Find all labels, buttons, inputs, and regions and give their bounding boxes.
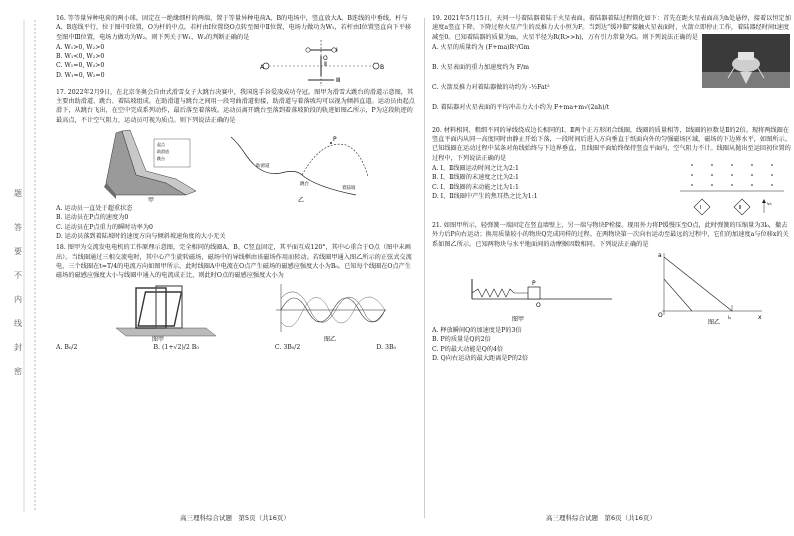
svg-text:O: O	[536, 301, 541, 309]
charges-diagram	[246, 38, 396, 88]
v0-label: v₀	[767, 202, 772, 208]
question-20	[432, 126, 792, 219]
binding-char: 答	[14, 223, 22, 232]
option-c: C. 3B₀/2	[274, 344, 301, 352]
question-18-options	[56, 343, 396, 352]
svg-text:A: A	[260, 63, 265, 71]
binding-char: 要	[14, 247, 22, 256]
svg-text:P: P	[532, 279, 536, 287]
spring-diagram	[432, 249, 792, 325]
option-b: B. Ⅰ、Ⅱ线圈的末速度之比为2:1	[432, 174, 519, 182]
coil-2-label: Ⅱ	[739, 205, 742, 212]
fig-jia-label: 甲	[148, 197, 155, 204]
coil-field-diagram	[672, 159, 790, 219]
binding-char: 封	[14, 343, 22, 352]
question-21	[432, 221, 792, 363]
option-a: A. Ⅰ、Ⅱ线圈运动时间之比为2:1	[432, 165, 519, 173]
option-c: C. 火箭反推力对着陆器做的功约为 -½Fat²	[432, 83, 550, 91]
question-19-options	[432, 43, 692, 123]
svg-text:Ⅰ: Ⅰ	[336, 46, 338, 54]
spring-figures	[432, 249, 792, 325]
option-d: D. Ⅰ、Ⅱ线圈中产生的焦耳热之比为1:1	[432, 192, 538, 200]
fig-jia-label: 图甲	[152, 336, 165, 343]
three-phase-figures	[56, 280, 416, 342]
label-zhelu: 着陆坡	[342, 186, 356, 192]
option-b: B. 运动员在P点的速度为0	[56, 214, 129, 222]
page-footer-right: 高三理科综合试题 第6页（共16页）	[546, 514, 656, 522]
question-18-stem: 18. 图甲为交流发电电机的工作原理示意图，完全相同的线圈A、B、C竖直固定，其平面互成120°，其中心重合于O点（图中未画出）。当线圈通过三相交流电时，其中心产生旋转磁场，磁场中的导线框由该磁场作用而转动。若线圈甲通入图乙所示的正弦式交流电，三个线圈在t=T/4的电流方向如图甲所示，此时线圈A中电流在O点产生磁场的磁感应强度大小为B₀。已知每个线圈在O点产生磁场的磁感应强度大小与线圈中通入的电流成正比，则此时O点的磁感应强度大小为	[56, 244, 412, 280]
question-19	[432, 14, 792, 124]
option-d: D. W₁=0, W₂=0	[56, 71, 105, 79]
svg-text:l₀: l₀	[728, 315, 732, 321]
option-d: D. 着陆器对火星表面的平均冲击力大小约为 F+ma+m√(2ah)/t	[432, 103, 610, 111]
question-17-stem: 17. 2022年2月9日，在北京冬奥会自由式滑雪女子大跳台决赛中，我国选手谷爱凌成功夺冠。图甲为滑雪大跳台的滑道示意图，其主要由助滑道、跳台、着陆坡组成。在助滑道与跳台之间用一段弯曲滑道衔接，助滑道与着落坡均可以视为倾斜直道。运动员由起点滑下，从跳台飞出，在空中完成系列动作，最后落至着落坡。运动员离开跳台至落到着落坡阶段的轨迹如图乙所示，P为这段轨迹的最高点，不计空气阻力，运动员可视为质点。则下列说法正确的是	[56, 88, 415, 124]
label-tiaotai: 跳台	[300, 182, 309, 188]
question-20-stem: 20. 材料相同、粗细不同的导线绕成边长相同的Ⅰ、Ⅱ两个正方形闭合线圈，线圈的质量相等，Ⅰ线圈的匝数是Ⅱ的2倍。现将两线圈在竖直平面内从同一高度同时由静止开始下落，一段时间后进入方向垂直于纸面向外的匀强磁场区域，磁场的下边界水平，如图所示。已知线圈在运动过程中某条对角线始终与下边界垂直，且线圈平面始终保持竖直平面内，空气阻力不计。线圈从抛出至运回初位置的过程中，下列说法正确的是	[432, 126, 791, 162]
binding-char: 线	[14, 319, 22, 328]
question-17-options	[56, 204, 416, 241]
option-d: D. 运动员落到着陆坡时的速度方向与倾斜坡速角度的大小无关	[56, 232, 226, 240]
svg-text:B: B	[380, 63, 385, 71]
question-16-options	[56, 43, 196, 80]
question-16	[56, 14, 416, 86]
legend-start: 起点	[157, 142, 165, 148]
label-zhuhua: 助滑道	[256, 164, 270, 170]
option-c: C. P的最大动能是Q的4倍	[432, 345, 504, 353]
left-column	[56, 12, 416, 354]
option-b: B. (1+√2)/2 B₀	[153, 344, 199, 352]
right-column	[432, 12, 792, 364]
svg-text:a: a	[658, 251, 662, 259]
column-divider	[424, 18, 425, 518]
page-footer-left: 高三理科综合试题 第5页（共16页）	[180, 514, 290, 522]
question-16-stem: 16. 等等量异种电荷的两小球，固定在一绝缘细杆的两端，置于等量异种电荷A、B的电场中，竖直放大A、B连线的中垂线，杆与A、B连线平行，位于图中Ⅰ位置，O为杆的中点。若杆由Ⅰ位置绕O点转至图中Ⅱ位置，电场力做功为W₁，若杆由Ⅰ位置竖直向下平移至图中Ⅲ位置，电场力做功为W₂。则下列关于W₁、W₂的判断正确的是	[56, 15, 412, 41]
option-a: A. 火星的质量约为 (F+ma)R²/Gm	[432, 43, 530, 51]
svg-text:x: x	[758, 313, 762, 321]
fig-yi-label: 图乙	[324, 336, 337, 343]
option-c: C. 运动员在P点重力的瞬时功率为0	[56, 223, 153, 231]
lander-photo	[702, 34, 790, 88]
question-18	[56, 243, 416, 352]
legend-zhuhua: 助滑道	[157, 149, 169, 155]
option-a: A. 释放瞬间Q的加速度是P的3倍	[432, 326, 522, 334]
option-c: C. W₁=0, W₂>0	[56, 62, 105, 70]
legend-tiaotai: 跳台	[157, 156, 165, 162]
coil-1-label: Ⅰ	[700, 205, 702, 212]
binding-char: 内	[14, 295, 22, 304]
svg-text:Ⅲ: Ⅲ	[336, 76, 341, 84]
option-a: A. 运动员一直处于超重状态	[56, 205, 133, 213]
question-17	[56, 88, 416, 241]
svg-text:O: O	[658, 311, 663, 319]
option-d: D. Q向右运动的最大距离是P的2倍	[432, 354, 529, 362]
option-b: B. 火星表面的重力加速度约为 F/m	[432, 63, 529, 71]
ski-jump-diagram	[56, 125, 416, 203]
question-21-options	[432, 326, 792, 363]
ski-jump-figures	[56, 125, 416, 203]
option-c: C. Ⅰ、Ⅱ线圈的末动能之比为1:1	[432, 183, 519, 191]
option-b: B. P的质量是Q的2倍	[432, 336, 491, 344]
binding-char: 不	[14, 271, 22, 280]
fig-yi-label: 图乙	[708, 318, 721, 325]
option-a: A. B₀/2	[56, 344, 78, 352]
option-b: B. W₁<0, W₂>0	[56, 53, 105, 61]
svg-text:Ⅱ: Ⅱ	[324, 60, 327, 68]
option-a: A. W₁>0, W₂>0	[56, 43, 105, 51]
binding-strip	[0, 0, 46, 532]
question-19-stem: 19. 2021年5月15日，天问一号着陆器着陆于火星表面。着陆器着陆过程简化如下：首先在距火星表面高为h处悬停，接着以恒定加速度a竖直下降，下降过程火星产生的反推力大小恒为F。当到达“缓冲脚”接触火星表面时，火箭立即停止工作，着陆器经时间t速度减至0。已知着陆器的质量为m，火星半径为R(R>>h)，万有引力常量为G。则下列说法正确的是	[432, 15, 791, 41]
svg-text:O: O	[323, 54, 328, 62]
question-20-options	[432, 164, 652, 201]
binding-line	[0, 0, 46, 532]
label-P: P	[333, 136, 337, 144]
fig-jia-label: 图甲	[512, 315, 525, 323]
option-d: D. 3B₀	[376, 344, 396, 352]
three-phase-diagram	[56, 280, 416, 342]
binding-char: 密	[14, 367, 22, 376]
binding-char: 题	[14, 189, 22, 198]
question-21-stem: 21. 如图甲所示，轻弹簧一端固定在竖直墙壁上，另一端与物块P栓接。现用外力将P缓慢压至O点，此时弹簧的压缩量为3l₀，撤去外力后P向右运动；换用质量较小的物块Q完成同样的过程。在两物块第一次向右运动至最远的过程中，它们的加速度a与位移x的关系如图乙所示。已知两物块与水平地面间的动摩擦因数相同。下列说法正确的是	[432, 222, 789, 248]
fig-yi-label: 乙	[298, 197, 305, 204]
